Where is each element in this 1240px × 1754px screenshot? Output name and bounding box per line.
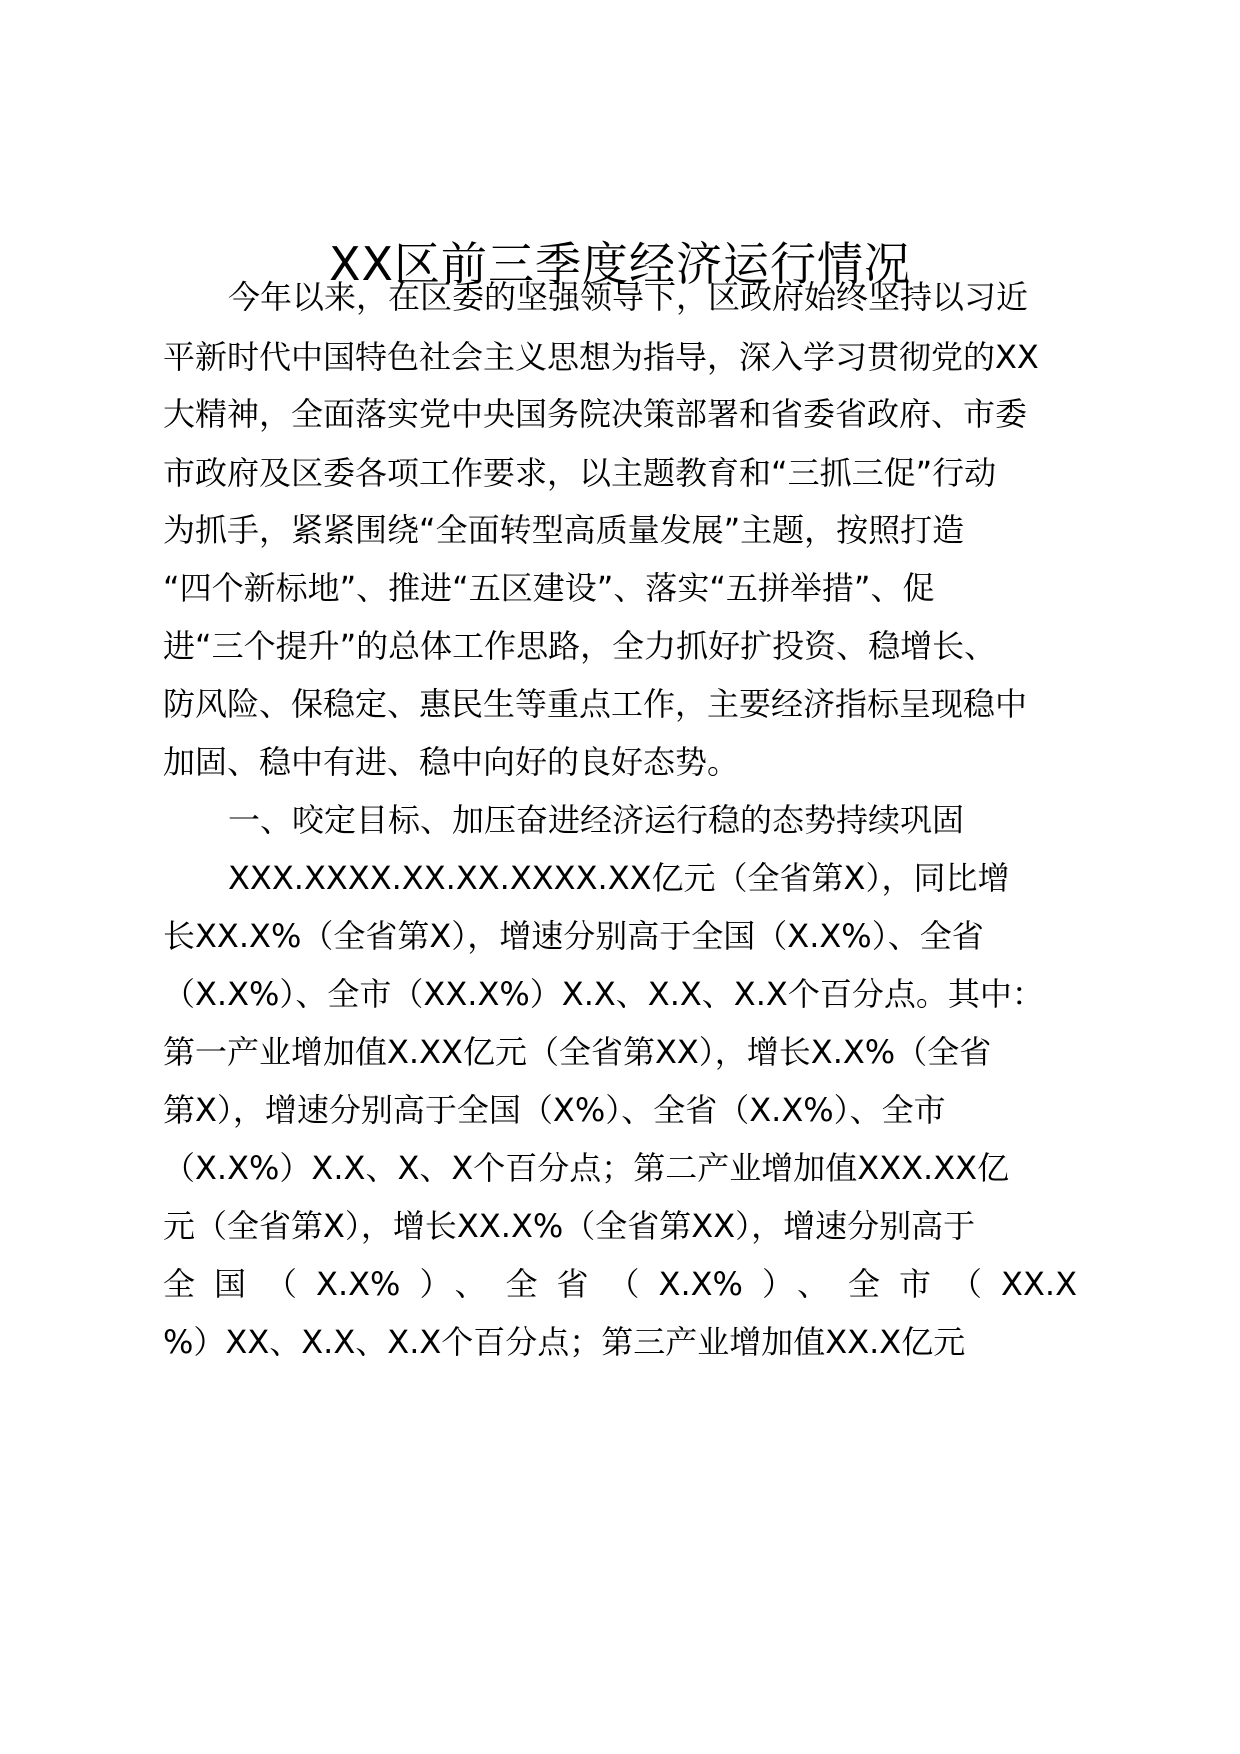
paragraph-line: XXX.XXXX.XX.XX.XXXX.XX亿元（全省第X），同比增	[228, 859, 1010, 897]
paragraph-line: 为抓手，紧紧围绕“全面转型高质量发展”主题，按照打造	[163, 511, 965, 549]
paragraph-line: （X.X%）X.X、X、X个百分点；第二产业增加值XXX.XX亿	[163, 1149, 1010, 1187]
paragraph-line: 进“三个提升”的总体工作思路，全力抓好扩投资、稳增长、	[163, 627, 997, 665]
paragraph-line: 今年以来，在区委的坚强领导下，区政府始终坚持以习近	[228, 278, 1029, 316]
paragraph-line: 长XX.X%（全省第X），增速分别高于全国（X.X%）、全省	[163, 917, 984, 955]
paragraph-line: 防风险、保稳定、惠民生等重点工作，主要经济指标呈现稳中	[163, 685, 1028, 723]
paragraph-line: 平新时代中国特色社会主义思想为指导，深入学习贯彻党的XX	[163, 338, 1039, 376]
paragraph-line: 元（全省第X），增长XX.X%（全省第XX），增速分别高于	[163, 1207, 976, 1245]
section-heading: 一、咬定目标、加压奋进经济运行稳的态势持续巩固	[228, 801, 965, 839]
document-title: XX区前三季度经济运行情况	[328, 237, 912, 291]
paragraph-line: 第一产业增加值X.XX亿元（全省第XX），增长X.X%（全省	[163, 1033, 992, 1071]
paragraph-line: 第X），增速分别高于全国（X%）、全省（X.X%）、全市	[163, 1091, 946, 1129]
paragraph-line: %）XX、X.X、X.X个百分点；第三产业增加值XX.X亿元	[163, 1323, 966, 1361]
paragraph-line: “四个新标地”、推进“五区建设”、落实“五拼举措”、促	[163, 569, 935, 607]
paragraph-line: 加固、稳中有进、稳中向好的良好态势。	[163, 743, 740, 781]
paragraph-line: 大精神，全面落实党中央国务院决策部署和省委省政府、市委	[163, 395, 1028, 433]
paragraph-line: 全国（X.X%）、全省（X.X%）、全市（XX.X	[163, 1265, 1077, 1303]
paragraph-line: （X.X%）、全市（XX.X%）X.X、X.X、X.X个百分点。其中：	[163, 975, 1044, 1013]
paragraph-line: 市政府及区委各项工作要求，以主题教育和“三抓三促”行动	[163, 454, 997, 492]
